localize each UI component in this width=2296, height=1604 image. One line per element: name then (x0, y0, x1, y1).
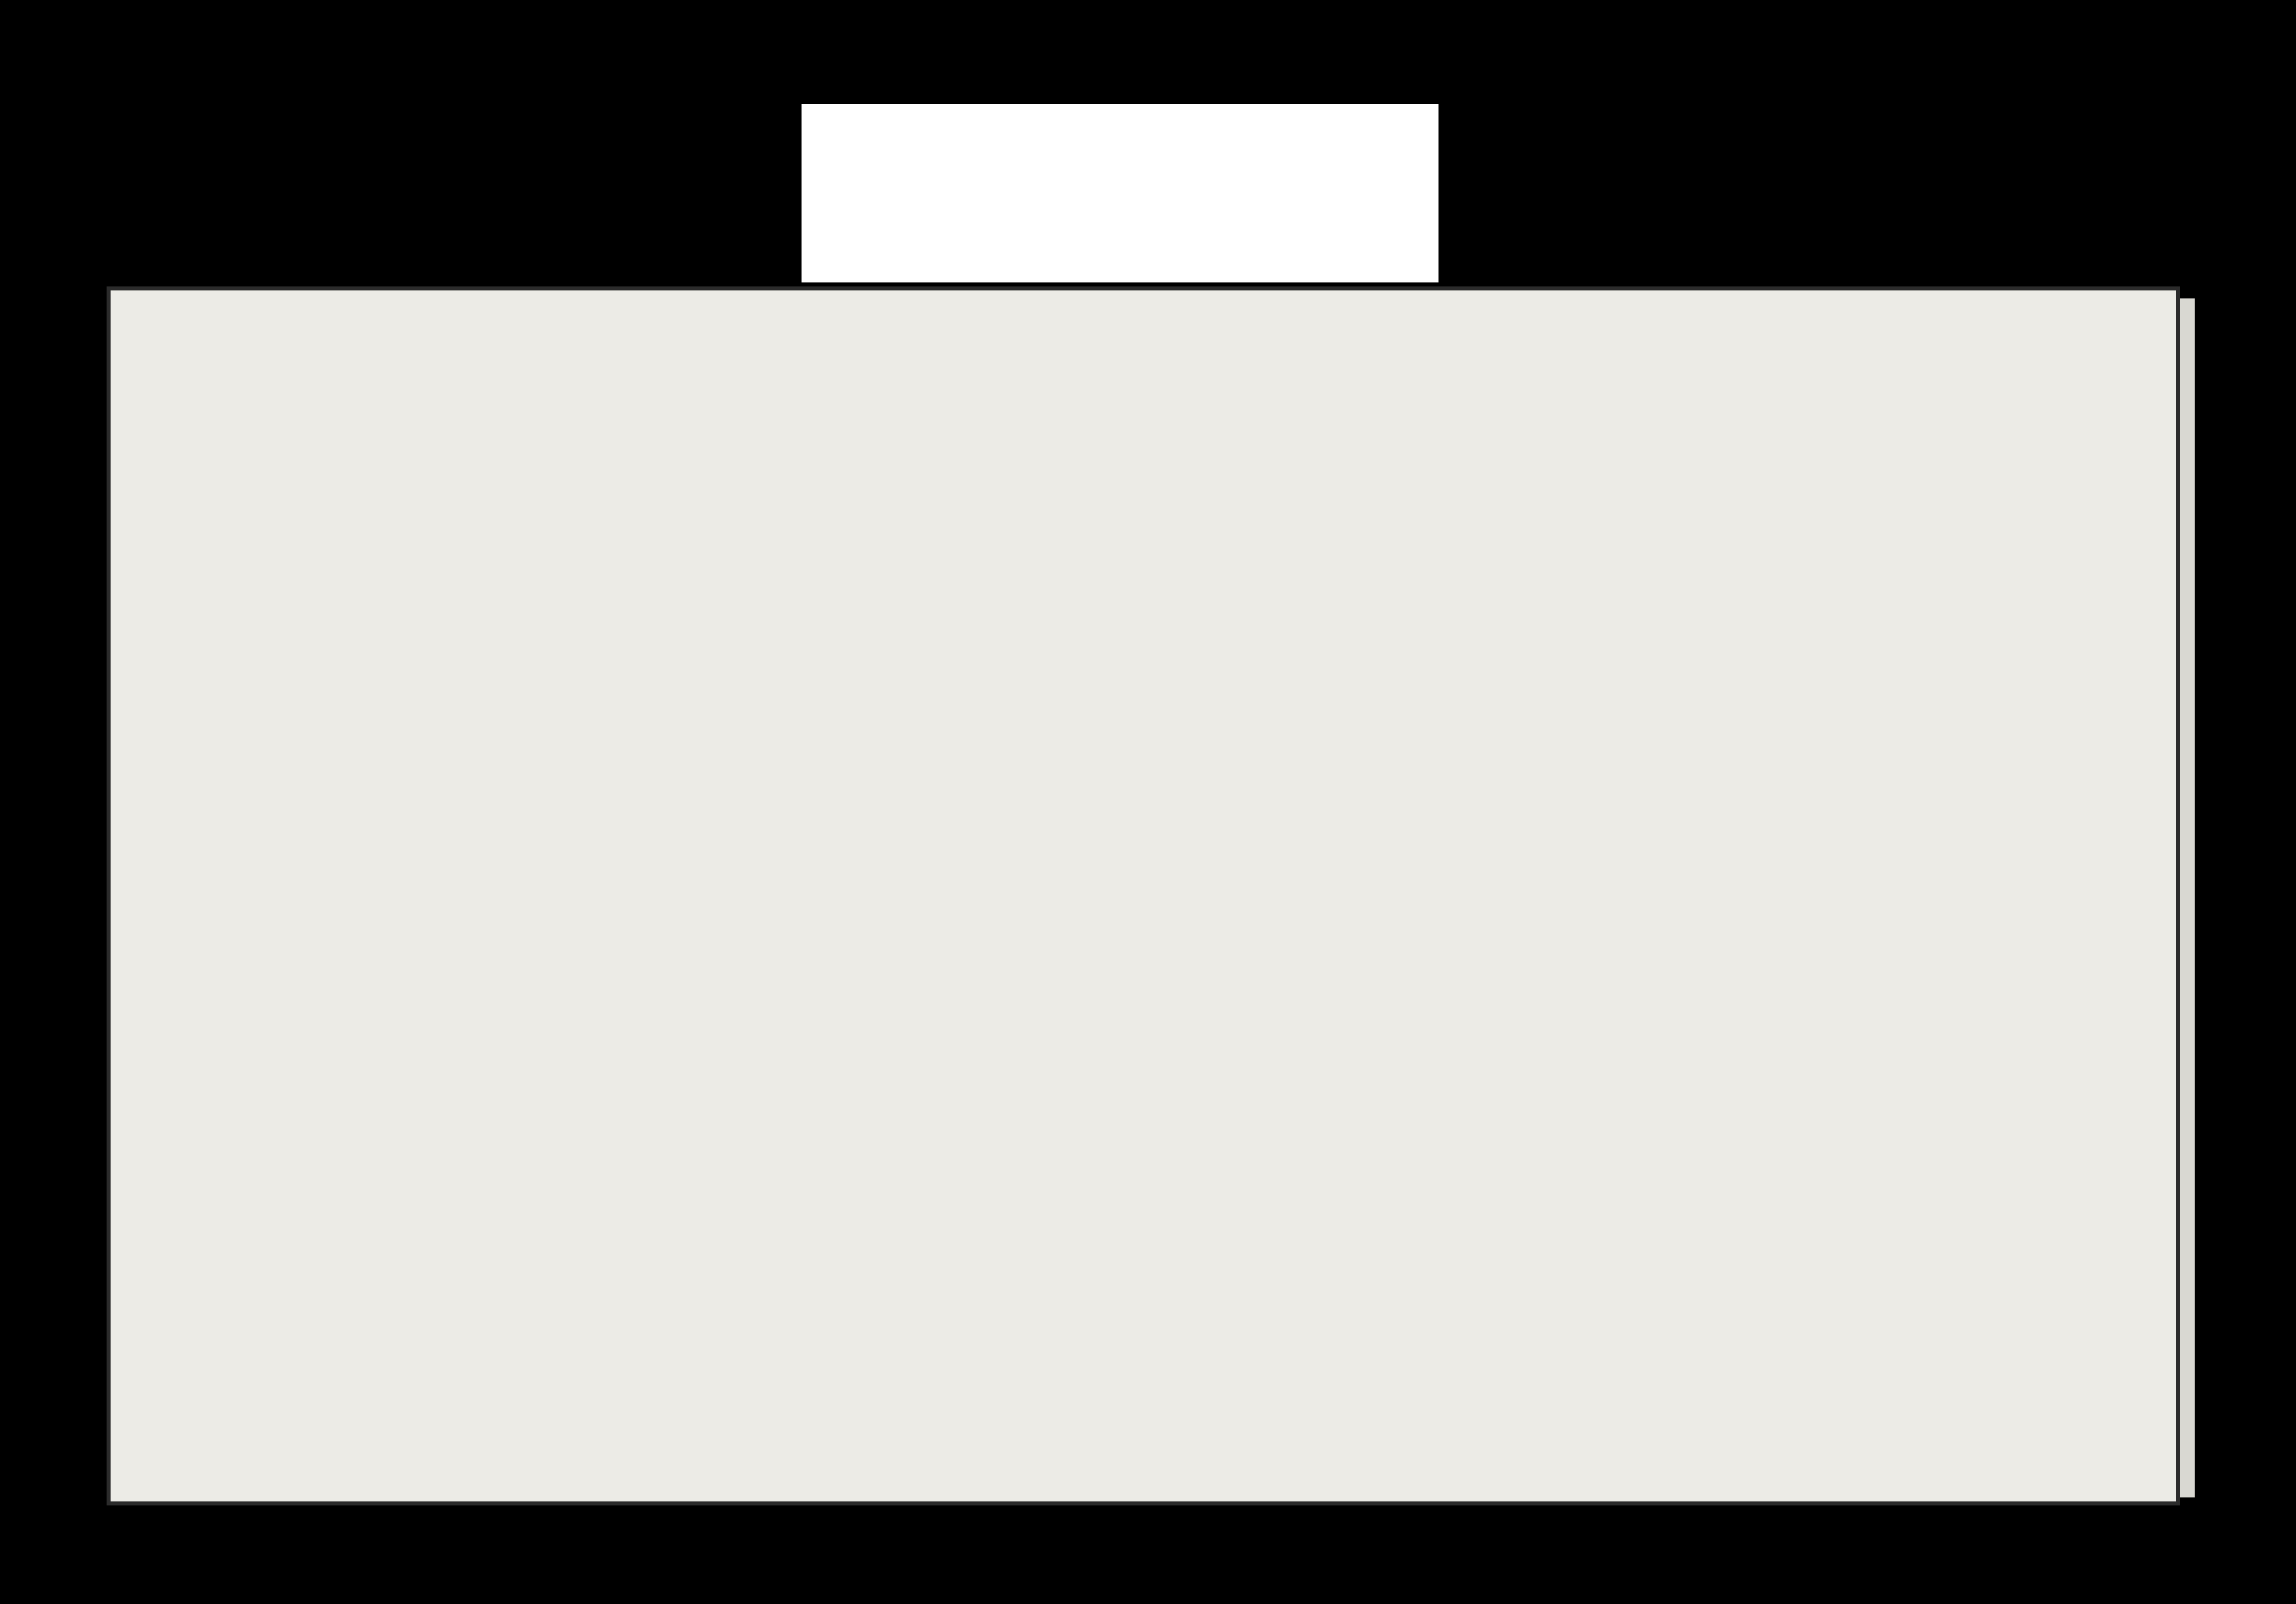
page-edge (2180, 298, 2195, 1497)
census-card (107, 286, 2180, 1505)
soiled-document-label (802, 104, 1438, 282)
